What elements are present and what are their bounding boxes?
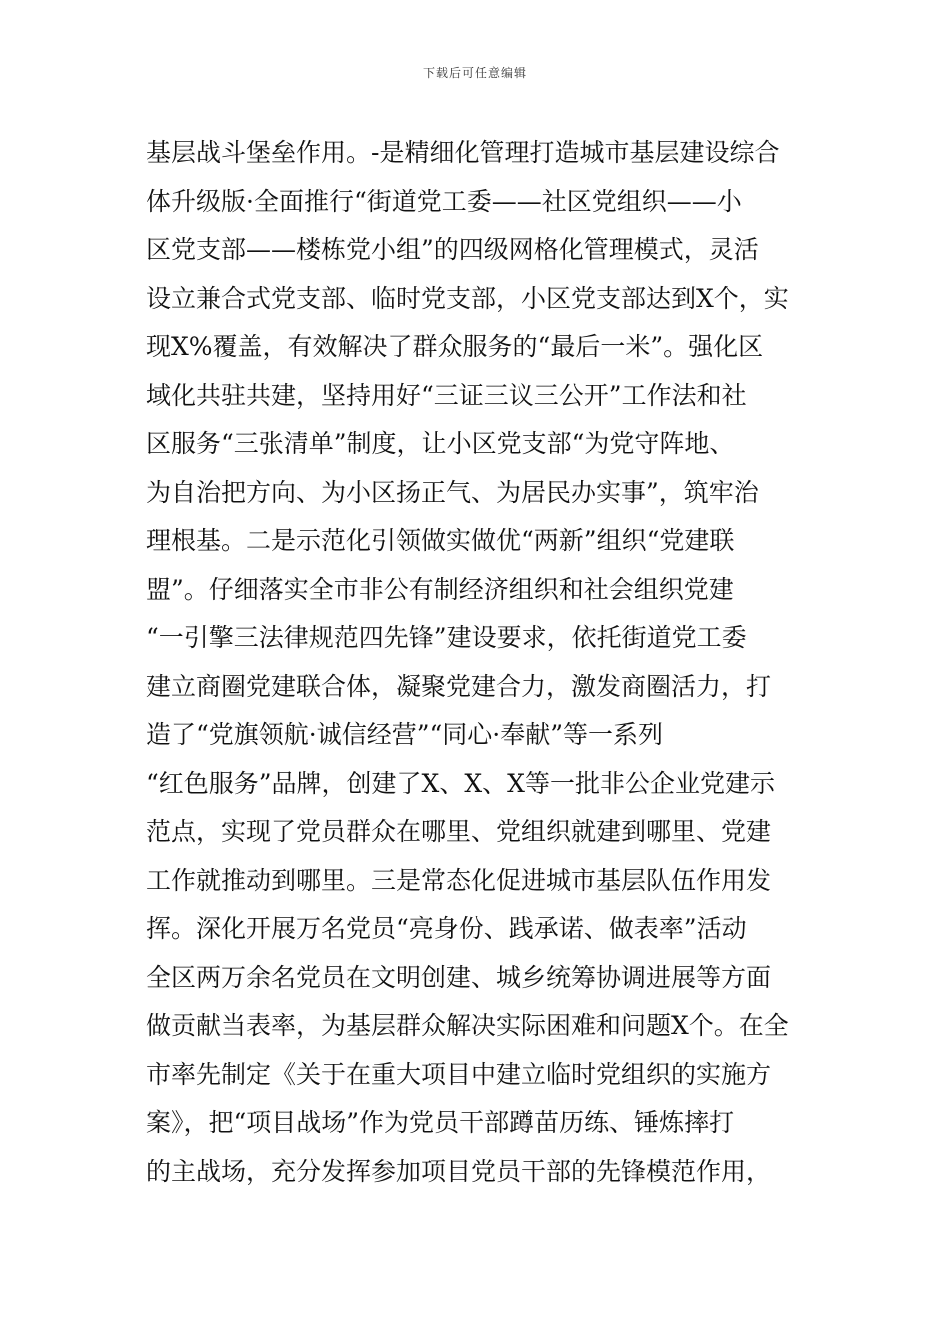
text-line: 域化共驻共建，坚持用好“三证三议三公开”工作法和社	[146, 380, 747, 410]
text-line: 体升级版·全面推行“街道党工委——社区党组织——小	[146, 186, 742, 216]
text-line: 工作就推动到哪里。三是常态化促进城市基层队伍作用发	[146, 865, 772, 895]
text-line: 为自治把方向、为小区扬正气、为居民办实事”，筑牢治	[146, 477, 759, 507]
text-line: 建立商圈党建联合体，凝聚党建合力，激发商圈活力，打	[146, 671, 772, 701]
text-line: 挥。深化开展万名党员“亮身份、践承诺、做表率”活动	[146, 914, 747, 943]
text-line: 基层战斗堡垒作用。-是精细化管理打造城市基层建设综合	[146, 138, 780, 167]
text-line: 范点，实现了党员群众在哪里、党组织就建到哪里、党建	[146, 817, 772, 846]
text-line: 理根基。二是示范化引领做实做优“两新”组织“党建联	[146, 526, 735, 555]
text-line: “红色服务”品牌，创建了X、X、X等一批非公企业党建示	[146, 768, 775, 798]
text-line: 现X%覆盖，有效解决了群众服务的“最后一米”。强化区	[146, 332, 764, 361]
text-line: 盟”。仔细落实全市非公有制经济组织和社会组织党建	[146, 574, 734, 604]
document-body	[146, 129, 810, 1196]
text-line: 做贡献当表率，为基层群众解决实际困难和问题X个。在全	[146, 1011, 789, 1040]
text-line: 全区两万余名党员在文明创建、城乡统筹协调进展等方面	[146, 962, 772, 992]
text-line: 区党支部——楼栋党小组”的四级网格化管理模式，灵活	[146, 235, 759, 264]
page-header: 下载后可任意编辑	[422, 66, 527, 80]
text-line: 设立兼合式党支部、临时党支部，小区党支部达到X个，实	[146, 283, 789, 313]
text-line: 的主战场，充分发挥参加项目党员干部的先锋模范作用，	[146, 1156, 772, 1186]
text-line: 区服务“三张清单”制度，让小区党支部“为党守阵地、	[146, 429, 735, 458]
text-line: 造了“党旗领航·诚信经营”“同心·奉献”等一系列	[146, 720, 664, 749]
text-line: “一引擎三法律规范四先锋”建设要求，依托街道党工委	[146, 623, 747, 652]
text-line: 案》，把“项目战场”作为党员干部蹲苗历练、锤炼摔打	[146, 1108, 735, 1137]
text-line: 市率先制定《关于在重大项目中建立临时党组织的实施方	[146, 1059, 772, 1089]
